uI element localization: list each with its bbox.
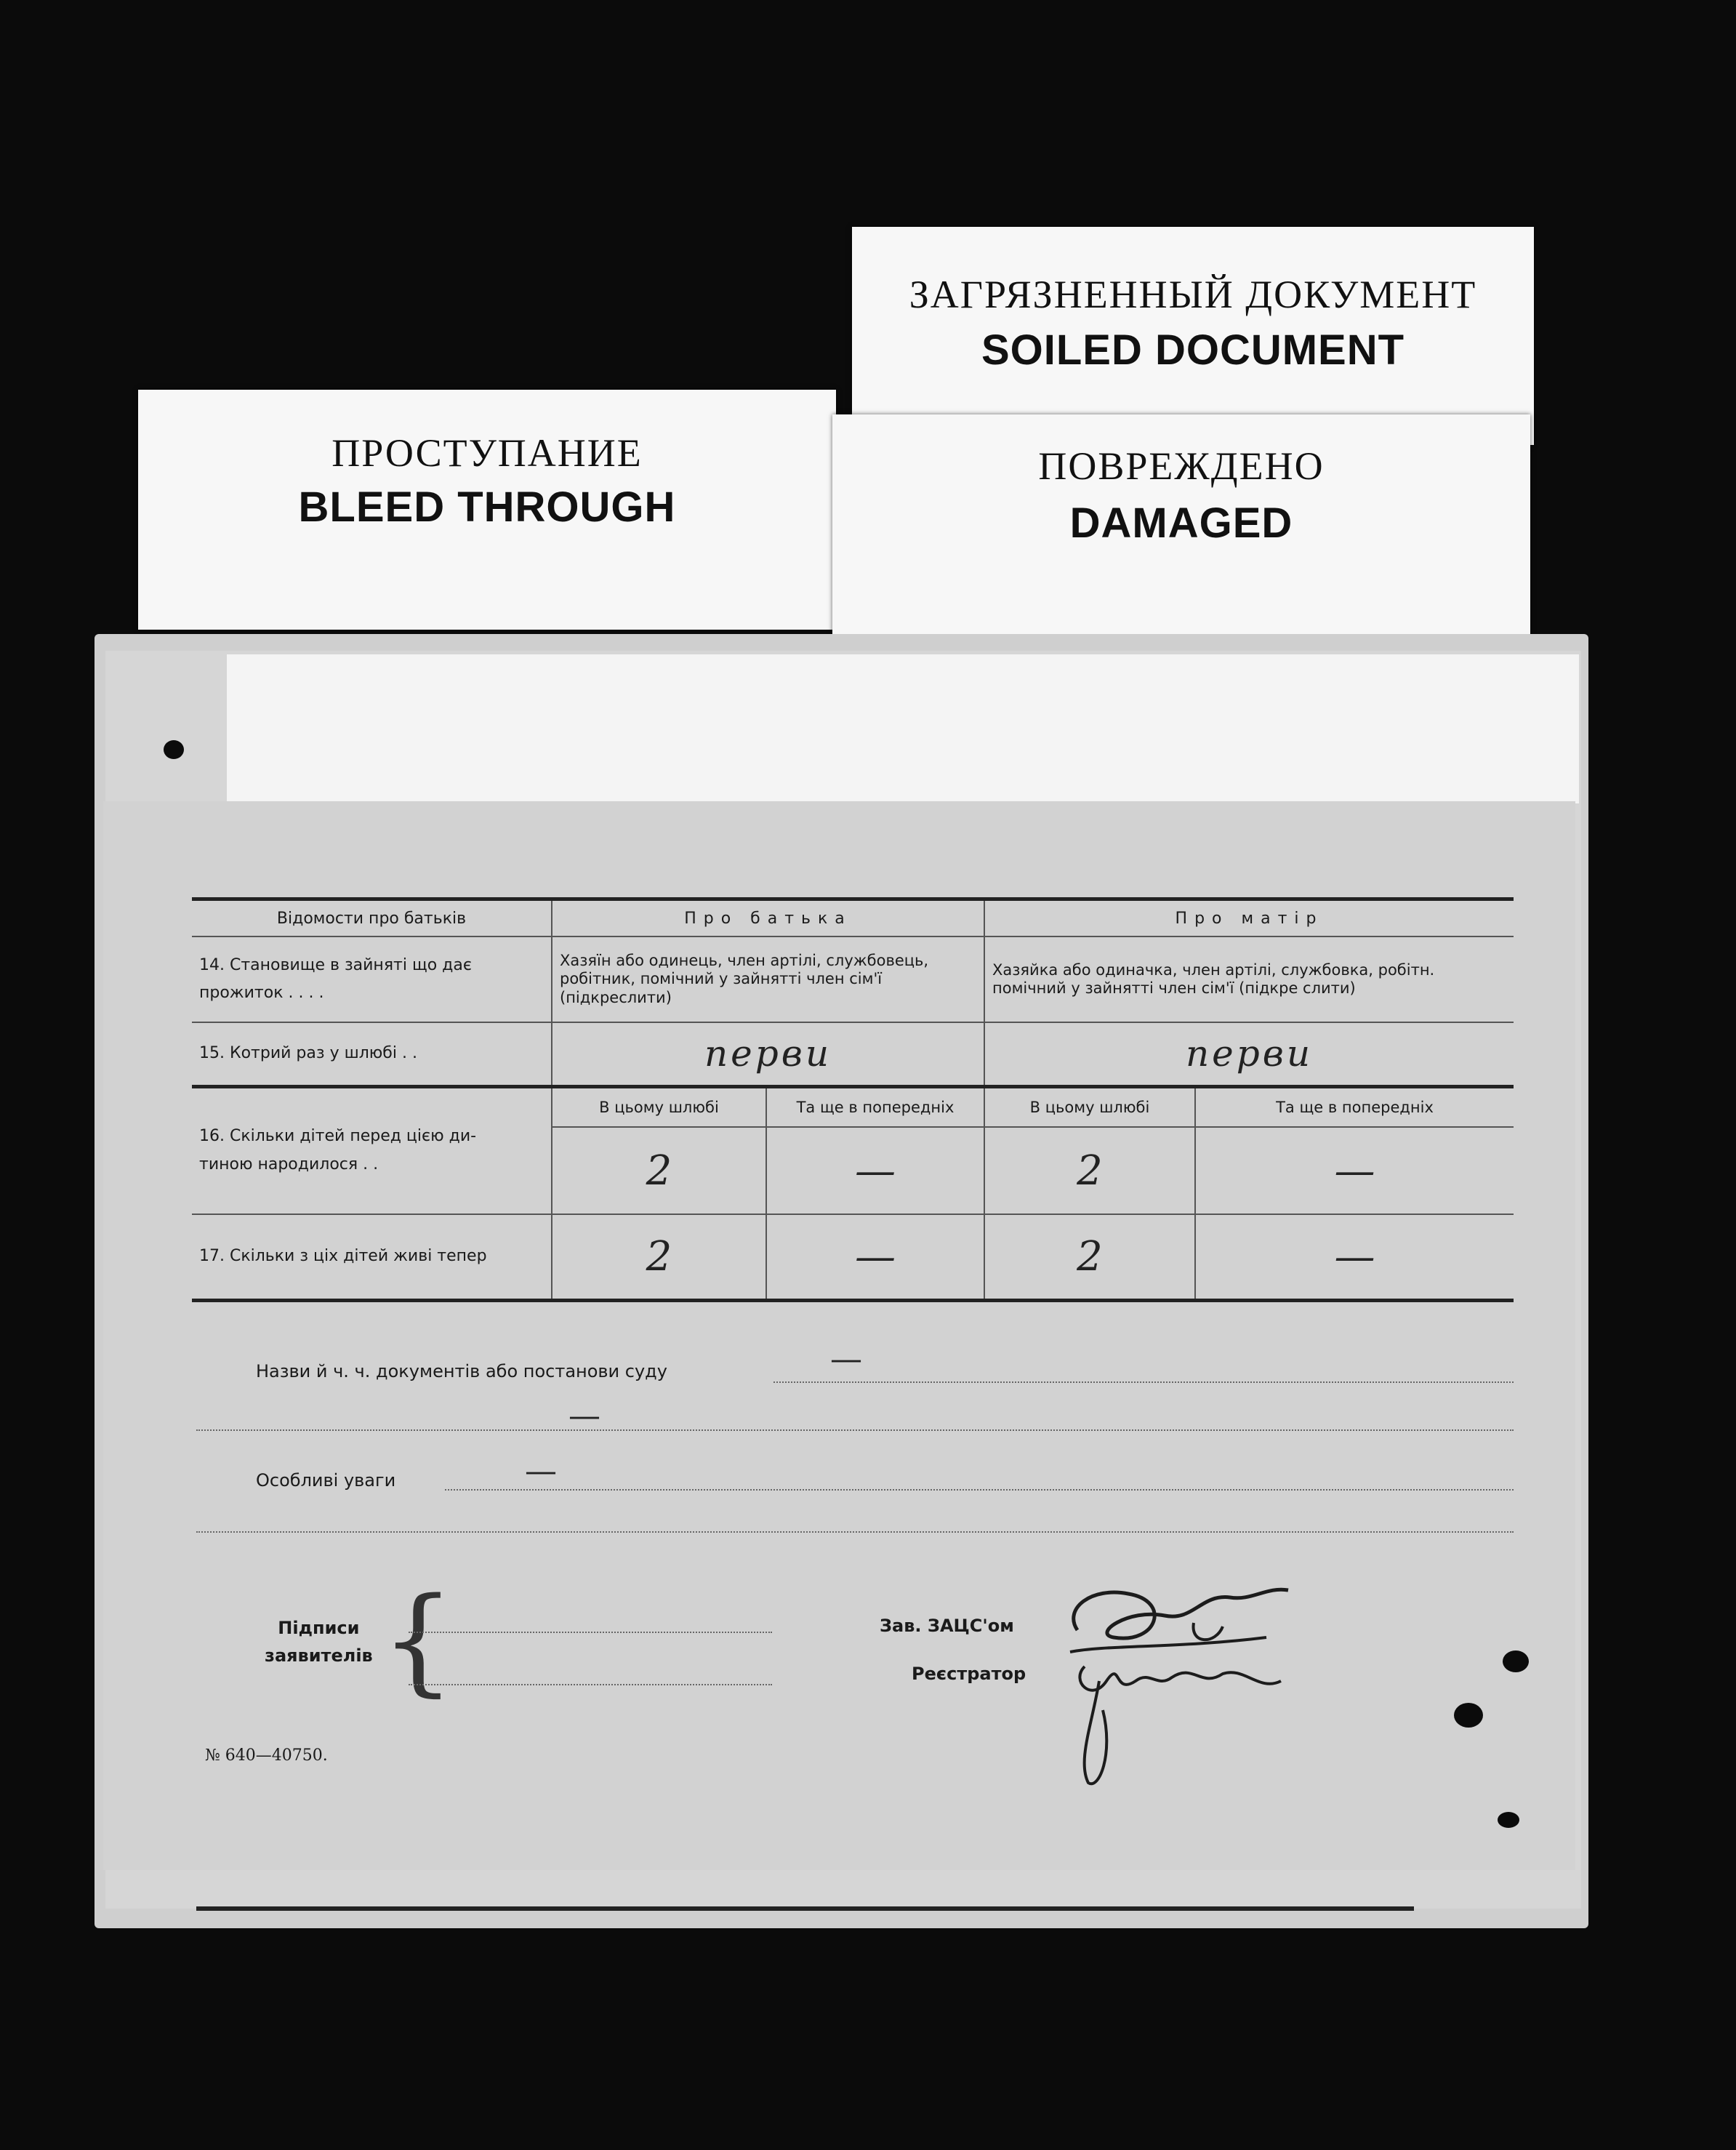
row17-father-current: 2	[552, 1214, 766, 1300]
parents-info-table	[192, 897, 1514, 1302]
row15-father-value: перви	[552, 1022, 984, 1086]
applicant-signature-line-1	[409, 1632, 772, 1633]
row16-label-line1: 16. Скільки дітей перед цією ди-	[199, 1127, 477, 1146]
row17-mother-previous: —	[1195, 1214, 1514, 1300]
row16-father-current: 2	[552, 1127, 766, 1214]
row15-label: 15. Котрий раз у шлюбі . .	[192, 1022, 552, 1086]
remarks-label: Особливі уваги	[256, 1470, 396, 1491]
applicants-label-line2: заявителів	[265, 1645, 373, 1666]
documents-line	[773, 1381, 1514, 1383]
subheader-mother-current: В цьому шлюбі	[984, 1086, 1195, 1127]
soiled-flag-ru: ЗАГРЯЗНЕННЫЙ ДОКУМЕНТ	[909, 273, 1477, 316]
punch-hole	[1454, 1703, 1483, 1728]
bottom-rule	[196, 1906, 1414, 1911]
row14-mother-text: Хазяйка або одиначка, член артілі, службовка, робітн. помічний у зайнятті член сім'ї (підкре слити)	[984, 936, 1514, 1022]
applicant-signature-line-2	[409, 1684, 772, 1685]
subheader-father-previous: Та ще в попередніх	[766, 1086, 984, 1127]
damaged-flag	[832, 414, 1530, 647]
row16-mother-current: 2	[984, 1127, 1195, 1214]
row16-label-line2: тиною народилося . .	[199, 1155, 379, 1174]
row16-mother-previous: —	[1195, 1127, 1514, 1214]
head-zags-label: Зав. ЗАЦС'ом	[880, 1616, 1014, 1636]
row14-label-line2: прожиток . . . .	[199, 984, 324, 1002]
row14-label	[192, 936, 552, 1022]
registrar-signature	[1048, 1637, 1295, 1790]
bleed-through-flag	[138, 390, 836, 630]
registrar-label: Реєстратор	[912, 1664, 1026, 1684]
soiled-document-flag	[852, 227, 1534, 445]
row17-label: 17. Скільки з ціх дітей живі тепер	[192, 1214, 552, 1300]
documents-label: Назви й ч. ч. документів або постанови суду	[256, 1361, 667, 1381]
blank-white-sheet	[227, 654, 1579, 803]
registry-form-page	[103, 801, 1575, 1870]
remarks-line-2	[196, 1531, 1514, 1533]
row16-label	[192, 1086, 552, 1214]
applicants-signatures-label	[265, 1614, 373, 1670]
table-header-mother: Про матір	[984, 899, 1514, 937]
row17-mother-current: 2	[984, 1214, 1195, 1300]
soiled-flag-en: SOILED DOCUMENT	[981, 326, 1405, 374]
remarks-value: —	[525, 1453, 557, 1490]
documents-value: —	[830, 1341, 862, 1378]
row16-father-previous: —	[766, 1127, 984, 1214]
punch-hole	[1503, 1650, 1529, 1672]
subheader-mother-previous: Та ще в попередніх	[1195, 1086, 1514, 1127]
row14-label-line1: 14. Становище в зайняті що дає	[199, 955, 472, 974]
row17-father-previous: —	[766, 1214, 984, 1300]
damaged-flag-ru: ПОВРЕЖДЕНО	[1038, 444, 1325, 488]
bleed-flag-ru: ПРОСТУПАНИЕ	[331, 431, 643, 475]
documents-line-2	[196, 1429, 1514, 1431]
table-header-father: Про батька	[552, 899, 984, 937]
form-number: № 640—40750.	[205, 1746, 328, 1765]
punch-hole	[164, 740, 184, 759]
damaged-flag-en: DAMAGED	[1069, 500, 1293, 547]
documents-value-2: —	[568, 1397, 600, 1435]
bleed-flag-en: BLEED THROUGH	[298, 484, 676, 531]
row15-mother-value: перви	[984, 1022, 1514, 1086]
applicants-label-line1: Підписи	[278, 1618, 360, 1638]
table-header-parents-info: Відомости про батьків	[192, 899, 552, 937]
remarks-line	[445, 1489, 1514, 1491]
signature-brace: {	[381, 1572, 455, 1708]
punch-hole	[1498, 1812, 1519, 1828]
row14-father-text: Хазяїн або одинець, член артілі, службовець, робітник, помічний у зайнятті член сім'ї (підкреслити)	[552, 936, 984, 1022]
subheader-father-current: В цьому шлюбі	[552, 1086, 766, 1127]
